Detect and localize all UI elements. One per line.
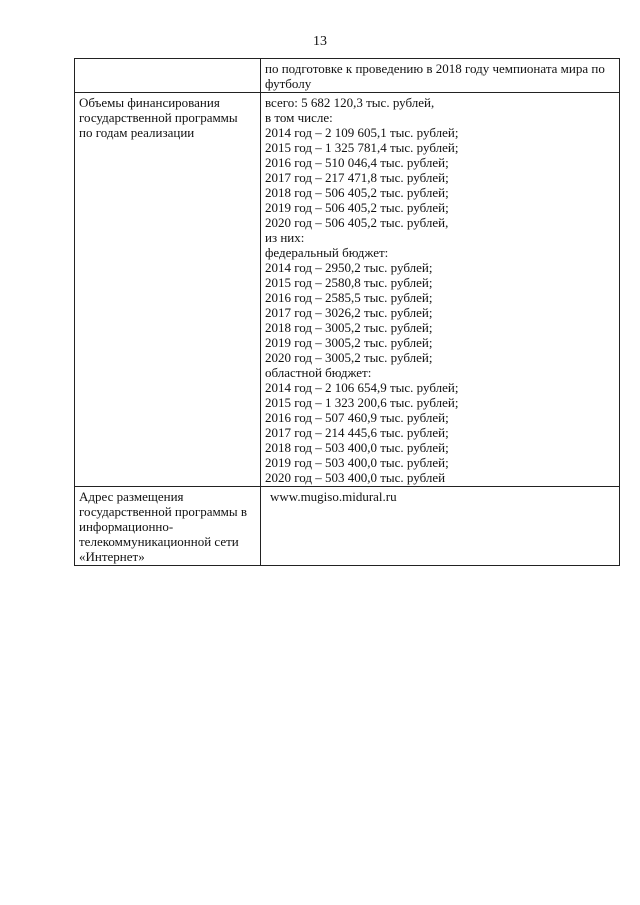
funding-label-line: государственной программы — [79, 110, 238, 125]
regional-year-line: 2015 год – 1 323 200,6 тыс. рублей; — [265, 395, 459, 410]
federal-year-line: 2018 год – 3005,2 тыс. рублей; — [265, 320, 433, 335]
regional-year-line: 2020 год – 503 400,0 тыс. рублей — [265, 470, 446, 485]
address-label-line: Адрес размещения — [79, 489, 184, 504]
federal-year-line: 2019 год – 3005,2 тыс. рублей; — [265, 335, 433, 350]
funding-line: в том числе: — [265, 110, 333, 125]
regional-year-line: 2017 год – 214 445,6 тыс. рублей; — [265, 425, 449, 440]
federal-year-line: 2020 год – 3005,2 тыс. рублей; — [265, 350, 433, 365]
funding-total-line: всего: 5 682 120,3 тыс. рублей, — [265, 95, 435, 110]
address-label-cell — [75, 487, 261, 566]
funding-year-line: 2015 год – 1 325 781,4 тыс. рублей; — [265, 140, 459, 155]
funding-year-line: 2020 год – 506 405,2 тыс. рублей, — [265, 215, 449, 230]
funding-values-cell — [261, 93, 620, 487]
regional-year-line: 2018 год – 503 400,0 тыс. рублей; — [265, 440, 449, 455]
funding-line: из них: — [265, 230, 305, 245]
program-passport-table — [74, 58, 620, 566]
funding-label-cell — [75, 93, 261, 487]
regional-year-line: 2016 год – 507 460,9 тыс. рублей; — [265, 410, 449, 425]
federal-year-line: 2014 год – 2950,2 тыс. рублей; — [265, 260, 433, 275]
funding-label-line: Объемы финансирования — [79, 95, 220, 110]
funding-year-line: 2019 год – 506 405,2 тыс. рублей; — [265, 200, 449, 215]
funding-year-line: 2017 год – 217 471,8 тыс. рублей; — [265, 170, 449, 185]
federal-year-line: 2016 год – 2585,5 тыс. рублей; — [265, 290, 433, 305]
funding-year-line: 2014 год – 2 109 605,1 тыс. рублей; — [265, 125, 459, 140]
address-url-cell — [261, 487, 620, 566]
federal-year-line: 2015 год – 2580,8 тыс. рублей; — [265, 275, 433, 290]
address-label-line: информационно- — [79, 519, 174, 534]
table-row-funding — [75, 93, 620, 487]
address-label-line: «Интернет» — [79, 549, 145, 564]
federal-year-line: 2017 год – 3026,2 тыс. рублей; — [265, 305, 433, 320]
regional-year-line: 2019 год – 503 400,0 тыс. рублей; — [265, 455, 449, 470]
funding-year-line: 2016 год – 510 046,4 тыс. рублей; — [265, 155, 449, 170]
program-website-url: www.mugiso.midural.ru — [270, 489, 397, 504]
regional-budget-heading: областной бюджет: — [265, 365, 372, 380]
page-number: 13 — [313, 34, 327, 49]
federal-budget-heading: федеральный бюджет: — [265, 245, 389, 260]
regional-year-line: 2014 год – 2 106 654,9 тыс. рублей; — [265, 380, 459, 395]
continuation-text-cell — [261, 59, 620, 93]
funding-label-line: по годам реализации — [79, 125, 195, 140]
continuation-label-cell — [75, 59, 261, 93]
funding-year-line: 2018 год – 506 405,2 тыс. рублей; — [265, 185, 449, 200]
table-row-address — [75, 487, 620, 566]
address-label-line: государственной программы в — [79, 504, 248, 519]
continuation-text: по подготовке к проведению в 2018 году чемпионата мира по футболу — [265, 61, 605, 91]
table-row-continuation — [75, 59, 620, 93]
address-label-line: телекоммуникационной сети — [79, 534, 239, 549]
